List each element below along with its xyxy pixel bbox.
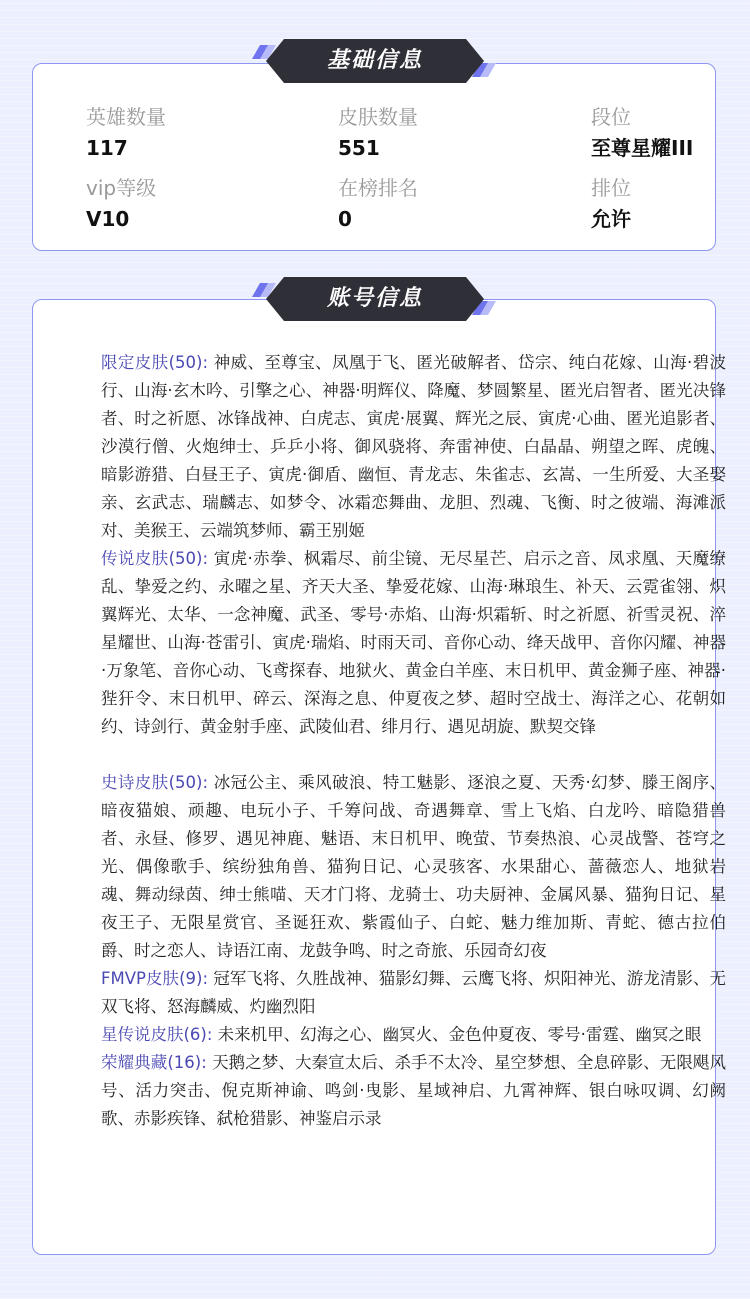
glory-collection-title: 荣耀典藏(16):	[101, 1053, 207, 1072]
spacer	[101, 741, 726, 769]
ranked-status-label: 排位	[591, 176, 631, 200]
leaderboard-rank-cell	[338, 175, 418, 232]
star-legend-skins	[101, 1021, 726, 1049]
fmvp-skins-title: FMVP皮肤(9):	[101, 969, 209, 988]
account-info-banner	[246, 277, 504, 321]
star-legend-skins-title: 星传说皮肤(6):	[101, 1025, 213, 1044]
ranked-status-value: 允许	[591, 207, 631, 231]
account-info-card	[32, 299, 727, 1255]
legendary-skins	[101, 545, 726, 741]
legendary-skins-title: 传说皮肤(50):	[101, 549, 209, 568]
basic-info-title: 基础信息	[326, 48, 423, 73]
skin-list	[101, 349, 726, 1133]
legendary-skins-content: 寅虎·赤拳、枫霜尽、前尘镜、无尽星芒、启示之音、凤求凰、天魔缭乱、挚爱之约、永曜之星、齐天大圣、挚爱花嫁、山海·琳琅生、补天、云霓雀翎、炽翼辉光、太华、一念神魔、武圣、零号·赤焰、山海·炽霜斩、时之祈愿、祈雪灵祝、淬星耀世、山海·苍雷引、寅虎·瑞焰、时雨天司、音你心动、绛天战甲、音你闪耀、神器·万象笔、音你心动、飞鸢探春、地狱火、黄金白羊座、末日机甲、黄金狮子座、神器·狴犴令、末日机甲、碎云、深海之息、仲夏夜之梦、超时空战士、海洋之心、花朝如约、诗剑行、黄金射手座、武陵仙君、绯月行、遇见胡旋、默契交锋	[101, 549, 726, 736]
rank-tier-value: 至尊星耀III	[591, 136, 694, 160]
rank-tier-cell	[591, 104, 693, 161]
vip-level-label: vip等级	[86, 176, 157, 200]
epic-skins	[101, 769, 726, 965]
leaderboard-rank-value: 0	[338, 207, 352, 231]
vip-level-cell	[86, 175, 156, 232]
limited-skins-content: 神威、至尊宝、凤凰于飞、匿光破解者、岱宗、纯白花嫁、山海·碧波行、山海·玄木吟、引擎之心、神器·明辉仪、降魔、梦圆繁星、匿光启智者、匿光决锋者、时之祈愿、冰锋战神、白虎志、寅虎·展翼、辉光之辰、寅虎·心曲、匿光追影者、沙漠行僧、火炮绅士、乒乒小将、御风骁将、奔雷神使、白晶晶、朔望之晖、虎魄、暗影游猎、白昼王子、寅虎·御盾、幽恒、青龙志、朱雀志、玄嵩、一生所爱、大圣娶亲、玄武志、瑞麟志、如梦令、冰霜恋舞曲、龙胆、烈魂、飞衡、时之彼端、海滩派对、美猴王、云端筑梦师、霸王别姬	[101, 353, 726, 540]
star-legend-skins-content: 未来机甲、幻海之心、幽冥火、金色仲夏夜、零号·雷霆、幽冥之眼	[212, 1025, 702, 1044]
skin-count-cell	[338, 104, 418, 161]
epic-skins-content: 冰冠公主、乘风破浪、特工魅影、逐浪之夏、天秀·幻梦、滕王阁序、暗夜猫娘、顽趣、电玩小子、千筹问战、奇遇舞章、雪上飞焰、白龙吟、暗隐猎兽者、永昼、修罗、遇见神鹿、魅语、末日机甲、晚萤、节奏热浪、心灵战警、苍穹之光、偶像歌手、缤纷独角兽、猫狗日记、心灵骇客、水果甜心、蔷薇恋人、地狱岩魂、舞动绿茵、绅士熊喵、天才门将、龙骑士、功夫厨神、金属风暴、猫狗日记、星夜王子、无限星赏官、圣诞狂欢、紫霞仙子、白蛇、魅力维加斯、青蛇、德古拉伯爵、时之恋人、诗语江南、龙鼓争鸣、时之奇旅、乐园奇幻夜	[101, 773, 726, 960]
glory-collection-skins	[101, 1049, 726, 1133]
hero-count-value: 117	[86, 136, 128, 160]
glory-collection-content: 天鹅之梦、大秦宣太后、杀手不太冷、星空梦想、全息碎影、无限飓风号、活力突击、倪克斯神谕、鸣剑·曳影、星域神启、九霄神辉、银白咏叹调、幻阙歌、赤影疾锋、弑枪猎影、神鉴启示录	[101, 1053, 727, 1128]
vip-level-value: V10	[86, 207, 130, 231]
ranked-status-cell	[591, 175, 631, 232]
rank-tier-label: 段位	[591, 105, 631, 129]
hero-count-label: 英雄数量	[86, 105, 166, 129]
account-info-title: 账号信息	[326, 286, 423, 311]
leaderboard-rank-label: 在榜排名	[338, 176, 418, 200]
epic-skins-title: 史诗皮肤(50):	[101, 773, 209, 792]
skin-count-value: 551	[338, 136, 380, 160]
basic-info-banner	[246, 39, 504, 83]
limited-skins	[101, 349, 726, 545]
basic-info-card	[32, 63, 716, 251]
limited-skins-title: 限定皮肤(50):	[101, 353, 209, 372]
fmvp-skins-content: 冠军飞将、久胜战神、猫影幻舞、云鹰飞将、炽阳神光、游龙清影、无双飞将、怒海麟威、灼幽烈阳	[101, 969, 726, 1016]
hero-count-cell	[86, 104, 166, 161]
skin-count-label: 皮肤数量	[338, 105, 418, 129]
fmvp-skins	[101, 965, 726, 1021]
